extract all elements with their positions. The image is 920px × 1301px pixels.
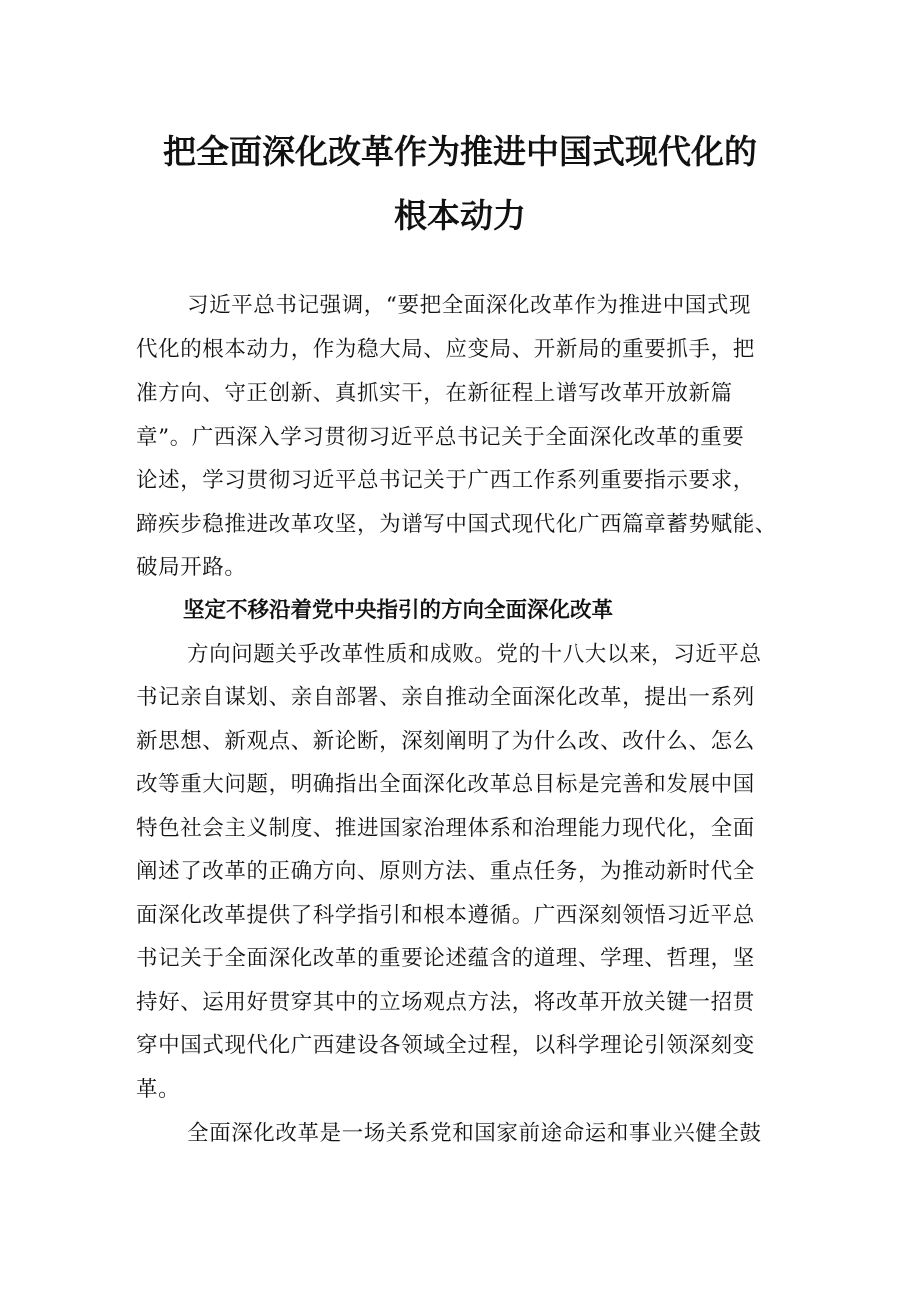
paragraph-1-line: 章”。广西深入学习贯彻习近平总书记关于全面深化改革的重要 xyxy=(136,425,745,450)
paragraph-3-line: 全面深化改革是一场关系党和国家前途命运和事业兴健全鼓 xyxy=(187,1121,762,1146)
paragraph-2-line: 穿中国式现代化广西建设各领域全过程，以科学理论引领深刻变 xyxy=(136,1033,755,1058)
paragraph-1-line: 蹄疾步稳推进改革攻坚，为谱写中国式现代化广西篇章蓄势赋能、 xyxy=(136,512,777,537)
paragraph-2-line: 新思想、新观点、新论断，深刻阐明了为什么改、改什么、怎么 xyxy=(136,729,755,754)
paragraph-1-line: 破局开路。 xyxy=(136,555,247,580)
paragraph-2-line: 书记亲自谋划、亲自部署、亲自推动全面深化改革，提出一系列 xyxy=(136,685,755,710)
paragraph-2-line: 方向问题关乎改革性质和成败。党的十八大以来，习近平总 xyxy=(187,642,762,667)
paragraph-1-line: 习近平总书记强调，“要把全面深化改革作为推进中国式现 xyxy=(187,293,752,318)
section-heading: 坚定不移沿着党中央指引的方向全面深化改革 xyxy=(183,598,614,623)
paragraph-2-line: 书记关于全面深化改革的重要论述蕴含的道理、学理、哲理，坚 xyxy=(136,946,755,971)
paragraph-2-line: 特色社会主义制度、推进国家治理体系和治理能力现代化，全面 xyxy=(136,816,755,841)
paragraph-1-line: 准方向、守正创新、真抓实干，在新征程上谱写改革开放新篇 xyxy=(136,381,733,406)
paragraph-1-line: 论述，学习贯彻习近平总书记关于广西工作系列重要指示要求， xyxy=(136,468,755,493)
paragraph-1-line: 代化的根本动力，作为稳大局、应变局、开新局的重要抓手，把 xyxy=(136,337,755,362)
paragraph-2-line: 阐述了改革的正确方向、原则方法、重点任务，为推动新时代全 xyxy=(136,859,755,884)
paragraph-2-line: 面深化改革提供了科学指引和根本遵循。广西深刻领悟习近平总 xyxy=(136,903,755,928)
paragraph-2-line: 革。 xyxy=(136,1077,181,1102)
document-title-line-2: 根本动力 xyxy=(394,196,526,235)
document-title-line-1: 把全面深化改革作为推进中国式现代化的 xyxy=(163,132,757,171)
paragraph-2-line: 持好、运用好贯穿其中的立场观点方法，将改革开放关键一招贯 xyxy=(136,990,755,1015)
paragraph-2-line: 改等重大问题，明确指出全面深化改革总目标是完善和发展中国 xyxy=(136,772,755,797)
